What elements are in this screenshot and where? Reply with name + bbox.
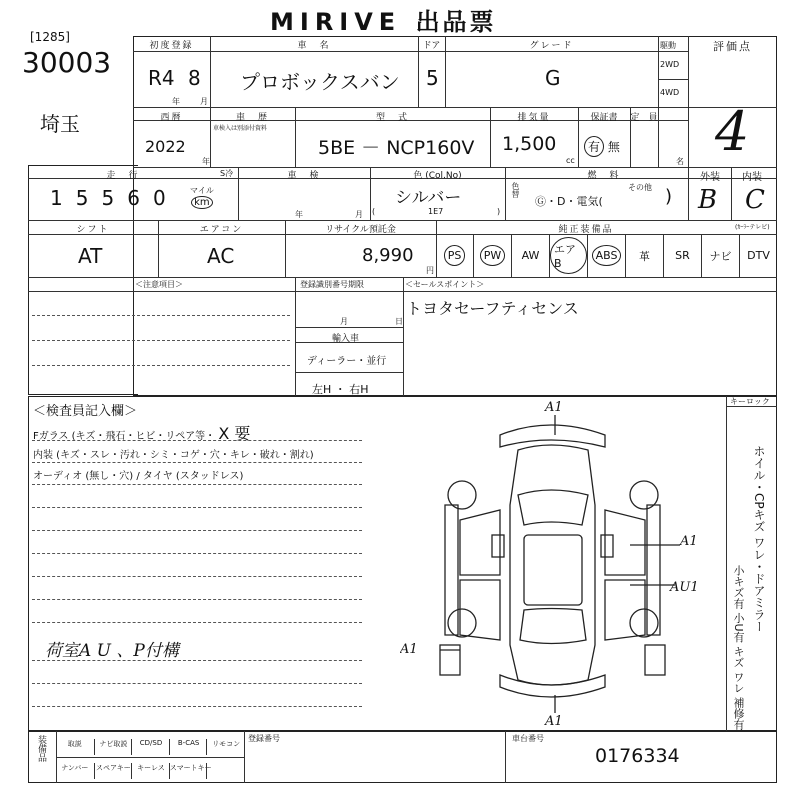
doors: 5 <box>426 66 439 90</box>
drive-4wd: 4WD <box>660 88 680 97</box>
fuel-header: 燃 料 <box>587 171 621 181</box>
damage-label-rear: A1 <box>545 714 563 729</box>
first-reg-month-unit: 月 <box>200 97 208 106</box>
footer-equipment-grid <box>56 731 244 783</box>
right-vertical-text: ホイル・CPキズ ワレ・ドアミラー <box>752 445 766 633</box>
sale-point-header: ＜セールスポイント＞ <box>405 280 485 289</box>
exterior-header: 外装 <box>700 172 720 183</box>
first-reg-header: 初度登録 <box>149 41 194 51</box>
damage-label-right-front: A1 <box>680 534 698 549</box>
rating-header: 評価点 <box>713 40 752 53</box>
equipment-label: PW <box>480 245 506 266</box>
keylock-header: キーロック <box>730 397 770 406</box>
import-header: 輸入車 <box>332 334 360 344</box>
year-unit: 年 <box>202 157 210 166</box>
displacement: 1,500 <box>502 133 557 155</box>
footer-equipment-item: リモコン <box>206 739 245 755</box>
fuel-paren-close: ) <box>665 186 673 207</box>
unit-mile: マイル <box>190 186 214 195</box>
right-vertical-text-2: 小キズ有 小U有 キズ ワレ 補修有 <box>732 565 745 731</box>
fglass-label: Fガラス (キズ・飛石・ヒビ・リペア等・ <box>33 431 216 442</box>
equipment-label: ABS <box>592 245 622 266</box>
mileage-digit: 6 <box>127 186 153 210</box>
equipment-item <box>549 234 587 277</box>
equipment-label: 革 <box>639 249 650 263</box>
insp-month-unit: 月 <box>355 210 363 219</box>
color-paren-open: ( <box>372 207 376 216</box>
brand-name: MIRIVE <box>270 8 402 36</box>
reg-month-unit: 月 <box>340 317 348 326</box>
footer-equipment-item: スペアキー <box>94 763 133 779</box>
color-paren-close: ) <box>497 207 501 216</box>
inspection-header: 車 検 <box>287 171 321 181</box>
footer-equipment-item: ナンバー <box>61 764 89 772</box>
fglass-mark: X 要 <box>218 424 251 443</box>
color: シルバー <box>395 188 462 208</box>
equipment-label: AW <box>521 249 540 262</box>
prefecture: 埼玉 <box>40 112 80 136</box>
equipment-footer-header: 装備品 <box>36 735 46 762</box>
footer-equipment-item: キーレス <box>131 763 170 779</box>
shift: AT <box>78 244 103 268</box>
lot-number: 30003 <box>22 46 112 79</box>
reg-day-unit: 日 <box>395 317 403 326</box>
mileage-header: 走 行 <box>106 171 140 181</box>
warranty-no: 無 <box>607 140 620 154</box>
recycle-unit: 円 <box>426 266 434 275</box>
fuel-options: Ⓖ・D・電気( <box>535 195 603 208</box>
equipment-label: ナビ <box>709 249 732 263</box>
recycle-header: リサイクル預託金 <box>325 225 396 235</box>
fuel-other: その他 <box>628 183 652 192</box>
footer-equipment-item: スマートキー <box>169 763 208 779</box>
equipment-item <box>739 234 777 277</box>
brand-title <box>270 2 497 37</box>
interior-header: 内装 <box>742 172 762 183</box>
damage-label-right-rear: AU1 <box>670 580 699 595</box>
footer-equipment-item: B-CAS <box>169 739 208 755</box>
car-name-header: 車 名 <box>297 41 331 51</box>
unit-km: km <box>191 196 213 209</box>
capacity-unit: 名 <box>676 157 684 166</box>
rating: 4 <box>715 100 750 163</box>
interior-line: 内装 (キズ・スレ・汚れ・シミ・コゲ・穴・キレ・破れ・割れ) <box>33 450 314 461</box>
displacement-header: 排気量 <box>517 113 551 123</box>
lot-code: [1285] <box>30 30 70 44</box>
sq-label: S冷 <box>220 169 234 178</box>
first-reg-era: R4 <box>148 66 175 90</box>
doors-header: ドア <box>422 41 441 51</box>
mileage-digit: 1 <box>50 186 76 210</box>
mileage-digit: 5 <box>75 186 102 210</box>
year: 2022 <box>145 137 186 156</box>
drive-header: 駆動 <box>660 41 676 50</box>
handle: 左H ・ 右H <box>312 383 369 396</box>
equipment-label: SR <box>675 249 690 262</box>
color-header: 色 (Col.No) <box>413 171 462 181</box>
model-header: 型 式 <box>375 113 409 123</box>
mileage-digit: 0 <box>152 186 179 210</box>
displacement-unit: cc <box>566 156 575 165</box>
audio-tire-line: オーディオ (無し・穴) / タイヤ (スタッドレス) <box>33 471 244 482</box>
equipment-item <box>701 234 739 277</box>
caution-header: ＜注意項目＞ <box>135 280 183 289</box>
import-dealer: ディーラー・並行 <box>307 356 387 367</box>
footer-equipment-item: ナビ取説 <box>94 739 133 755</box>
dtv-note: (ｶｰﾗｰテレビ) <box>735 224 770 231</box>
recycle: 8,990 <box>362 245 414 266</box>
exterior: B <box>698 185 718 215</box>
chassis-no: 0176334 <box>595 745 680 767</box>
car-name: プロボックスバン <box>240 70 400 94</box>
warranty-options <box>584 136 620 157</box>
equipment-list <box>436 234 777 277</box>
footer-equipment-item <box>206 763 245 779</box>
footer-equipment-item: CD/SD <box>131 739 170 755</box>
footer-equipment-item: 取説 <box>67 740 82 748</box>
inspector-title: ＜検査員記入欄＞ <box>33 404 138 419</box>
car-damage-diagram <box>400 395 720 730</box>
mileage-digits <box>50 186 179 210</box>
seireki-header: 西暦 <box>160 113 183 123</box>
warranty-header: 保証書 <box>590 113 618 123</box>
equipment-label: DTV <box>747 249 770 262</box>
sale-point: トヨタセーフティセンス <box>406 299 579 318</box>
equipment-item <box>587 234 625 277</box>
model: 5BE － NCP160V <box>318 137 475 159</box>
form-frame <box>133 36 777 396</box>
equipment-item <box>473 234 511 277</box>
first-reg-year-unit: 年 <box>172 97 180 106</box>
mileage-digit: 5 <box>101 186 128 210</box>
equipment-label: エアB <box>550 237 587 274</box>
equipment-item <box>436 234 473 277</box>
reg-no-header: 登録番号 <box>248 734 280 743</box>
chassis-note: 車検入は別添付資料 <box>213 125 268 132</box>
damage-label-front: A1 <box>545 400 563 415</box>
equipment-item <box>625 234 663 277</box>
chassis-no-header: 車台番号 <box>512 734 544 743</box>
mileage-unit <box>190 185 214 209</box>
equipment-label: PS <box>444 245 466 266</box>
capacity-header: 定 員 <box>630 113 658 123</box>
equipment-item <box>511 234 549 277</box>
insp-year-unit: 年 <box>295 210 303 219</box>
grade: G <box>545 66 561 90</box>
doc-title: 出品票 <box>415 8 497 36</box>
grade-header: グレード <box>529 41 574 51</box>
aircon-header: エアコン <box>199 225 244 235</box>
interior: C <box>745 185 765 215</box>
chassis-header: 車 歴 <box>235 113 269 123</box>
color-no: 1E7 <box>428 207 444 216</box>
equipment-item <box>663 234 701 277</box>
reg-deadline-header: 登録識別番号期限 <box>300 280 364 289</box>
aircon: AC <box>207 244 235 268</box>
first-reg-month: 8 <box>188 66 201 90</box>
damage-label-left-rear: A1 <box>400 642 418 657</box>
color-change-label: 色替 <box>511 182 520 198</box>
warranty-yes: 有 <box>584 136 604 157</box>
handwritten-note: 荷室A U 、P付構 <box>45 641 179 661</box>
drive-2wd: 2WD <box>660 60 680 69</box>
shift-header: シフト <box>76 225 110 235</box>
equipment-header: 純正装備品 <box>558 225 614 235</box>
